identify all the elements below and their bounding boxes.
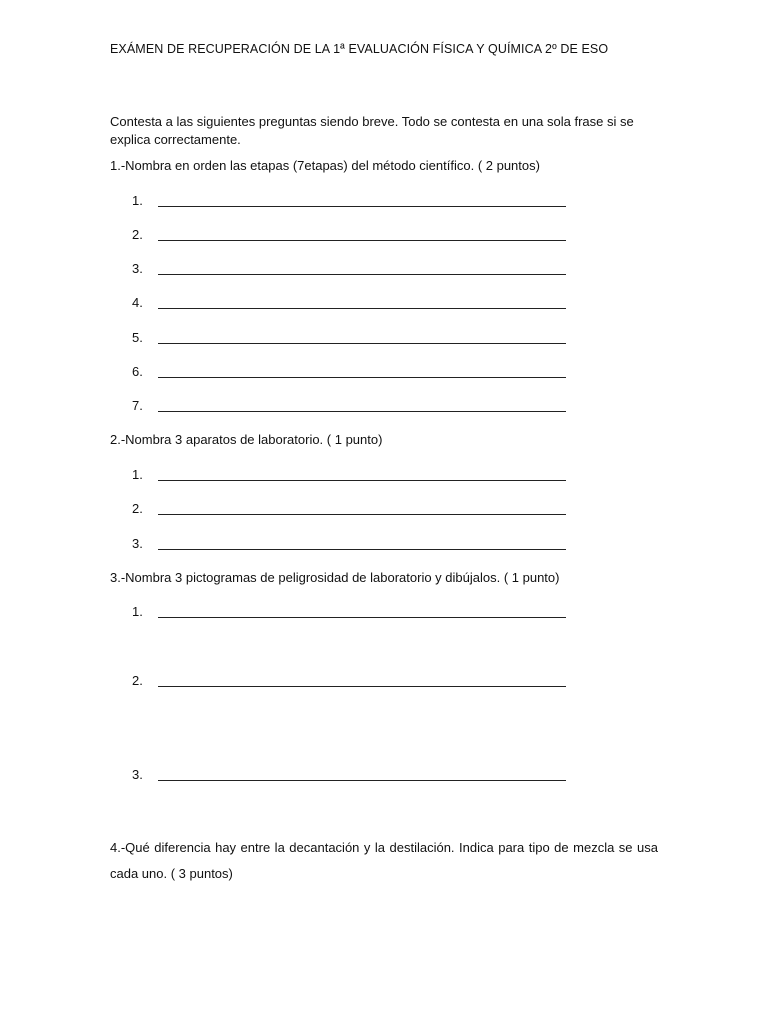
answer-line[interactable] [132, 604, 158, 619]
blank-line[interactable] [158, 398, 566, 412]
item-number: 2. [132, 227, 143, 242]
blank-line[interactable] [158, 536, 566, 550]
answer-line[interactable] [132, 295, 158, 310]
answer-line[interactable] [132, 398, 158, 413]
blank-line[interactable] [158, 261, 566, 275]
item-number: 6. [132, 364, 143, 379]
blank-line[interactable] [158, 501, 566, 515]
answer-line[interactable] [132, 364, 158, 379]
exam-title: EXÁMEN DE RECUPERACIÓN DE LA 1ª EVALUACIÓN FÍSICA Y QUÍMICA 2º DE ESO [110, 42, 609, 56]
blank-line[interactable] [158, 295, 566, 309]
item-number: 3. [132, 261, 143, 276]
item-number: 1. [132, 604, 143, 619]
item-number: 1. [132, 467, 143, 482]
blank-line[interactable] [158, 193, 566, 207]
item-number: 2. [132, 673, 143, 688]
instructions: Contesta a las siguientes preguntas siendo breve. Todo se contesta en una sola frase si se explica correctamente. [110, 114, 634, 147]
item-number: 2. [132, 501, 143, 516]
answer-line[interactable] [132, 227, 158, 242]
item-number: 3. [132, 536, 143, 551]
answer-line[interactable] [132, 536, 158, 551]
question-1: 1.-Nombra en orden las etapas (7etapas) del método científico. ( 2 puntos) [110, 158, 540, 173]
answer-line[interactable] [132, 330, 158, 345]
answer-line[interactable] [132, 673, 158, 688]
blank-line[interactable] [158, 227, 566, 241]
question-3: 3.-Nombra 3 pictogramas de peligrosidad de laboratorio y dibújalos. ( 1 punto) [110, 570, 560, 585]
blank-line[interactable] [158, 604, 566, 618]
answer-line[interactable] [132, 467, 158, 482]
blank-line[interactable] [158, 467, 566, 481]
answer-line[interactable] [132, 501, 158, 516]
blank-line[interactable] [158, 364, 566, 378]
answer-line[interactable] [132, 193, 158, 208]
answer-line[interactable] [132, 261, 158, 276]
item-number: 1. [132, 193, 143, 208]
blank-line[interactable] [158, 673, 566, 687]
item-number: 7. [132, 398, 143, 413]
item-number: 5. [132, 330, 143, 345]
item-number: 4. [132, 295, 143, 310]
item-number: 3. [132, 767, 143, 782]
blank-line[interactable] [158, 330, 566, 344]
answer-line[interactable] [132, 767, 158, 782]
question-4: 4.-Qué diferencia hay entre la decantación y la destilación. Indica para tipo de mezcla se usa cada uno. ( 3 puntos) [110, 840, 658, 881]
question-2: 2.-Nombra 3 aparatos de laboratorio. ( 1 punto) [110, 432, 383, 447]
blank-line[interactable] [158, 767, 566, 781]
